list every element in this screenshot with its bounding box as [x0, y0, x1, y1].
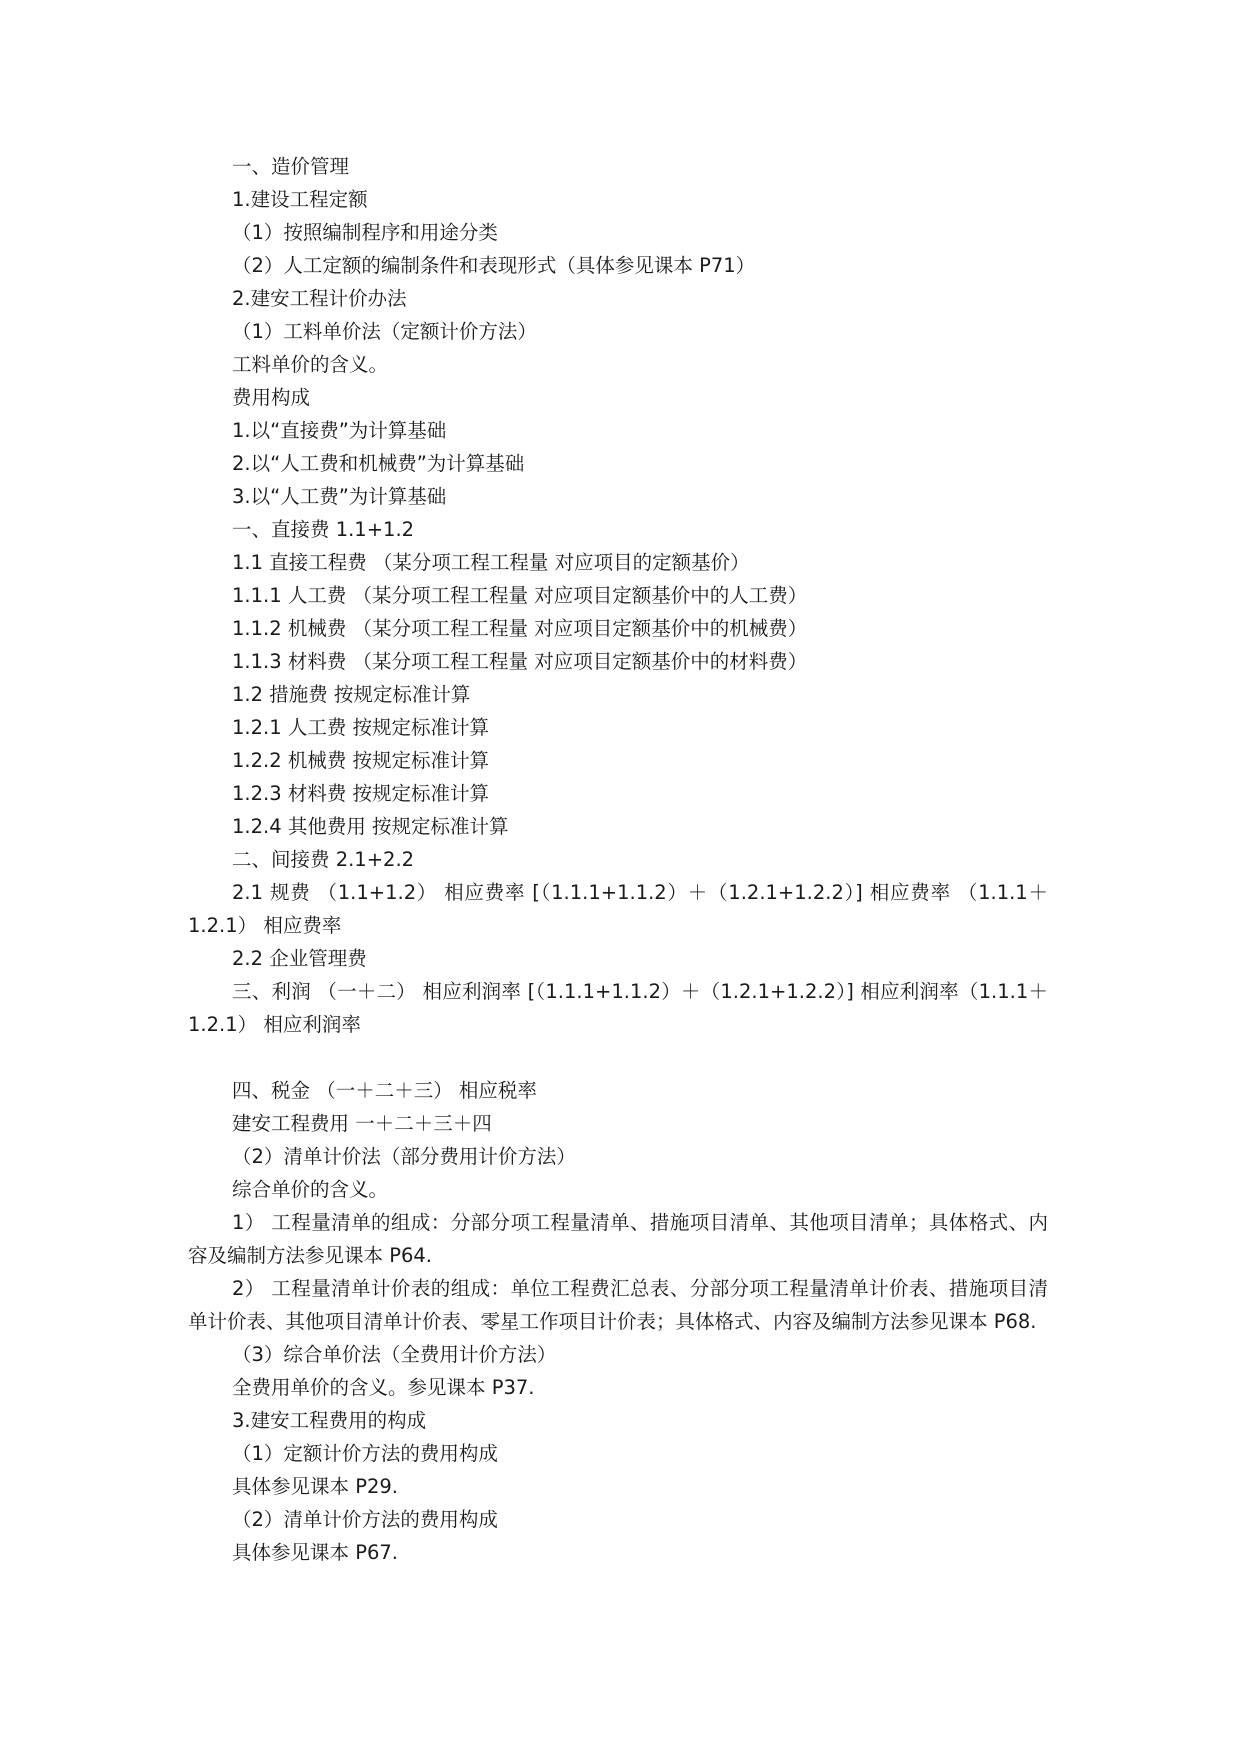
blank-line — [188, 1041, 1048, 1074]
section-heading: 2.建安工程计价办法 — [232, 287, 407, 310]
list-item: 2.以“人工费和机械费”为计算基础 — [232, 452, 525, 475]
sub-item: （1）工料单价法（定额计价方法） — [232, 320, 537, 343]
cost-item: 2.1 规费 （1.1+1.2） 相应费率 [（1.1.1+1.1.2）＋（1.2.1+1.2.2）] 相应费率 （1.1.1＋1.2.1） 相应费率 — [188, 881, 1048, 937]
text-line: 建安工程费用 一＋二＋三＋四 — [232, 1112, 492, 1135]
sub-item: （1）定额计价方法的费用构成 — [232, 1442, 498, 1465]
document-body — [188, 150, 1048, 1569]
cost-heading: 二、间接费 2.1+2.2 — [232, 848, 415, 871]
cost-item: 1.2.3 材料费 按规定标准计算 — [232, 782, 490, 805]
cost-item: 1.1.3 材料费 （某分项工程工程量 对应项目定额基价中的材料费） — [232, 650, 808, 673]
cost-heading: 一、直接费 1.1+1.2 — [232, 518, 415, 541]
list-item: 2） 工程量清单计价表的组成：单位工程费汇总表、分部分项工程量清单计价表、措施项目清单计价表、其他项目清单计价表、零星工作项目计价表；具体格式、内容及编制方法参见课本 P68. — [188, 1277, 1048, 1333]
cost-item: 1.1 直接工程费 （某分项工程工程量 对应项目的定额基价） — [232, 551, 750, 574]
sub-item: （1）按照编制程序和用途分类 — [232, 221, 498, 244]
cost-heading: 四、税金 （一＋二＋三） 相应税率 — [232, 1079, 537, 1102]
cost-item: 1.1.1 人工费 （某分项工程工程量 对应项目定额基价中的人工费） — [232, 584, 808, 607]
list-item: 3.以“人工费”为计算基础 — [232, 485, 447, 508]
cost-item: 1.2.2 机械费 按规定标准计算 — [232, 749, 490, 772]
text-line: 全费用单价的含义。参见课本 P37. — [232, 1376, 535, 1399]
sub-item: （2）清单计价方法的费用构成 — [232, 1508, 498, 1531]
cost-item: 1.2 措施费 按规定标准计算 — [232, 683, 471, 706]
list-item: 1） 工程量清单的组成：分部分项工程量清单、措施项目清单、其他项目清单；具体格式、内容及编制方法参见课本 P64. — [188, 1211, 1048, 1267]
cost-heading: 三、利润 （一＋二） 相应利润率 [（1.1.1+1.1.2）＋（1.2.1+1.2.2）] 相应利润率（1.1.1＋1.2.1） 相应利润率 — [188, 980, 1048, 1036]
cost-item: 1.2.4 其他费用 按规定标准计算 — [232, 815, 509, 838]
sub-item: （2）清单计价法（部分费用计价方法） — [232, 1145, 576, 1168]
text-line: 工料单价的含义。 — [232, 353, 389, 376]
text-line: 费用构成 — [232, 386, 311, 409]
cost-item: 1.1.2 机械费 （某分项工程工程量 对应项目定额基价中的机械费） — [232, 617, 808, 640]
text-line: 具体参见课本 P67. — [232, 1541, 398, 1564]
section-heading: 1.建设工程定额 — [232, 188, 368, 211]
heading-1: 一、造价管理 — [232, 155, 350, 178]
cost-item: 1.2.1 人工费 按规定标准计算 — [232, 716, 490, 739]
section-heading: 3.建安工程费用的构成 — [232, 1409, 427, 1432]
text-line: 综合单价的含义。 — [232, 1178, 389, 1201]
sub-item: （2）人工定额的编制条件和表现形式（具体参见课本 P71） — [232, 254, 756, 277]
sub-item: （3）综合单价法（全费用计价方法） — [232, 1343, 557, 1366]
text-line: 具体参见课本 P29. — [232, 1475, 398, 1498]
list-item: 1.以“直接费”为计算基础 — [232, 419, 447, 442]
cost-item: 2.2 企业管理费 — [232, 947, 367, 970]
